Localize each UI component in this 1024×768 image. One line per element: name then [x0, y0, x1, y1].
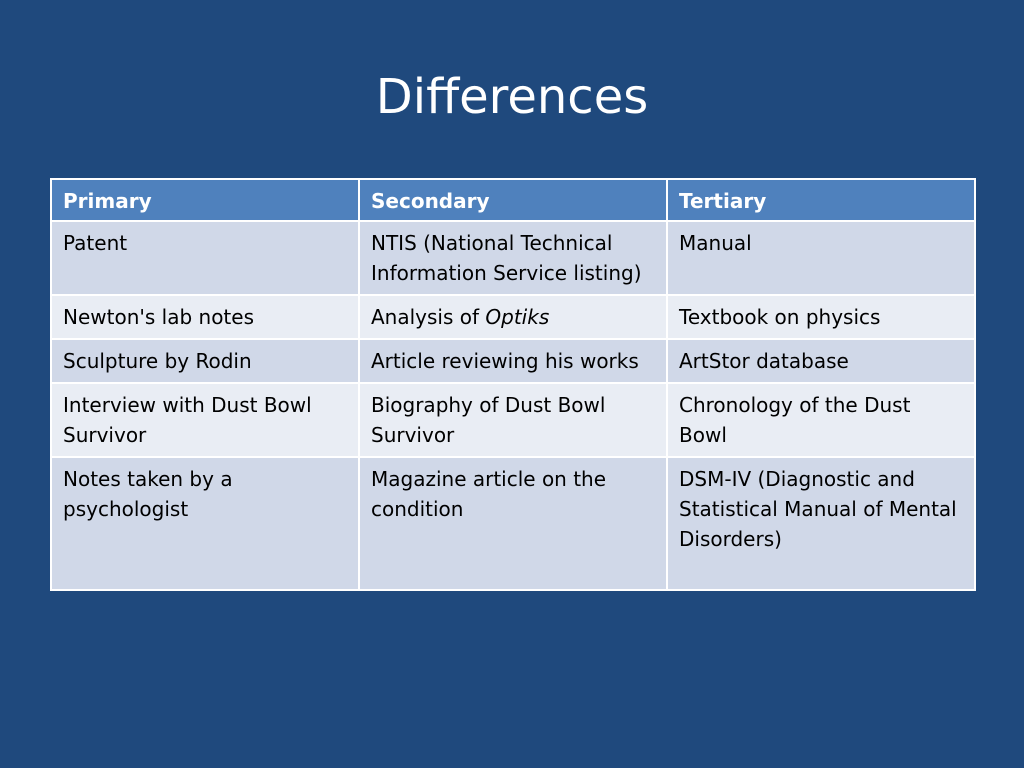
cell-secondary-italic: Optiks: [485, 305, 550, 329]
cell-secondary: [359, 295, 667, 339]
table-row: [51, 383, 975, 457]
cell-primary: Patent: [51, 221, 359, 295]
table-row: [51, 339, 975, 383]
cell-primary: Notes taken by a psychologist: [51, 457, 359, 590]
header-tertiary: Tertiary: [667, 179, 975, 221]
slide-title: Differences: [375, 69, 649, 125]
cell-secondary: Biography of Dust Bowl Survivor: [359, 383, 667, 457]
cell-tertiary: ArtStor database: [667, 339, 975, 383]
cell-secondary: NTIS (National Technical Information Service listing): [359, 221, 667, 295]
differences-table: [50, 178, 976, 591]
table-row: [51, 295, 975, 339]
header-secondary: Secondary: [359, 179, 667, 221]
cell-tertiary: Chronology of the Dust Bowl: [667, 383, 975, 457]
cell-primary: Interview with Dust Bowl Survivor: [51, 383, 359, 457]
cell-tertiary: Textbook on physics: [667, 295, 975, 339]
table-row: [51, 457, 975, 590]
cell-secondary: Article reviewing his works: [359, 339, 667, 383]
cell-secondary-text: Analysis of: [371, 305, 486, 329]
cell-primary: Sculpture by Rodin: [51, 339, 359, 383]
cell-secondary: Magazine article on the condition: [359, 457, 667, 590]
cell-primary: Newton's lab notes: [51, 295, 359, 339]
cell-tertiary: Manual: [667, 221, 975, 295]
cell-tertiary: DSM-IV (Diagnostic and Statistical Manual of Mental Disorders): [667, 457, 975, 590]
header-primary: Primary: [51, 179, 359, 221]
table-row: [51, 221, 975, 295]
table-header-row: [51, 179, 975, 221]
